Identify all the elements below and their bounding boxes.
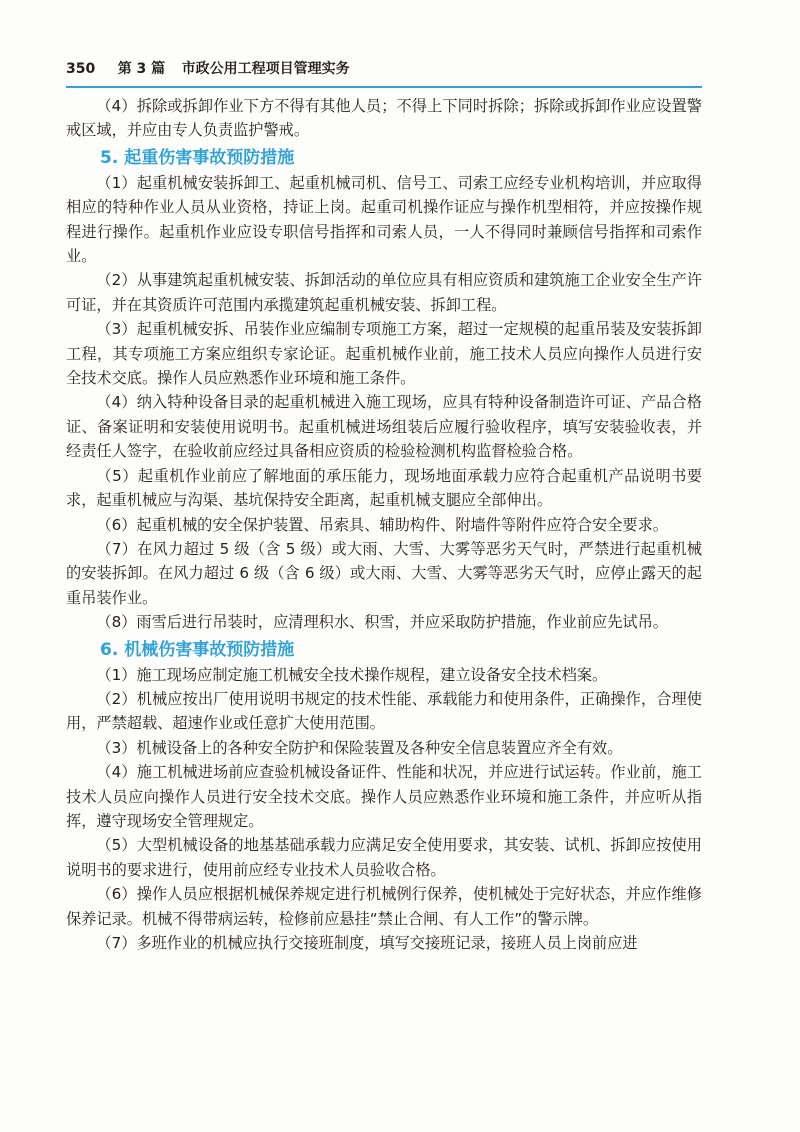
section-5-item-1: （1）起重机械安装拆卸工、起重机械司机、信号工、司索工应经专业机构培训，并应取得相应的特种作业人员从业资格，持证上岗。起重司机操作证应与操作机型相符，并应按操作规程进行操作。起重机作业应设专职信号指挥和司索人员，一人不得同时兼顾信号指挥和司索作业。: [66, 173, 702, 266]
running-header: [66, 56, 702, 88]
section-5-item-4: （4）纳入特种设备目录的起重机械进入施工现场，应具有特种设备制造许可证、产品合格证、备案证明和安装使用说明书。起重机械进场组装后应履行验收程序，填写安装验收表，并经责任人签字，在验收前应经过具备相应资质的检验检测机构监督检验合格。: [66, 393, 702, 461]
section-5-item-6: （6）起重机械的安全保护装置、吊索具、辅助构件、附墙件等附件应符合安全要求。: [96, 515, 668, 534]
section-6-heading: 6. 机械伤害事故预防措施: [100, 639, 295, 660]
section-6-item-4: （4）施工机械进场前应查验机械设备证件、性能和状况，并应进行试运转。作业前，施工技术人员应向操作人员进行安全技术交底。操作人员应熟悉作业环境和施工条件，并应听从指挥，遵守现场安全管理规定。: [66, 763, 702, 830]
section-6-item-5: （5）大型机械设备的地基基础承载力应满足安全使用要求，其安装、试机、拆卸应按使用说明书的要求进行，使用前应经专业技术人员验收合格。: [66, 836, 702, 879]
section-5-item-7: （7）在风力超过 5 级（含 5 级）或大雨、大雪、大雾等恶劣天气时，严禁进行起重机械的安装拆卸。在风力超过 6 级（含 6 级）或大雨、大雪、大雾等恶劣天气时，应停止露天的起重吊装作业。: [66, 539, 702, 607]
section-5-item-3: （3）起重机械安拆、吊装作业应编制专项施工方案，超过一定规模的起重吊装及安装拆卸工程，其专项施工方案应组织专家论证。起重机械作业前，施工技术人员应向操作人员进行安全技术交底。操作人员应熟悉作业环境和施工条件。: [66, 320, 702, 388]
section-6-item-3: （3）机械设备上的各种安全防护和保险装置及各种安全信息装置应齐全有效。: [96, 738, 623, 757]
section-6-item-7: （7）多班作业的机械应执行交接班制度，填写交接班记录，接班人员上岗前应进: [96, 934, 638, 952]
book-title: 市政公用工程项目管理实务: [181, 61, 350, 77]
section-5-heading: 5. 起重伤害事故预防措施: [100, 147, 295, 168]
section-5-item-5: （5）起重机作业前应了解地面的承压能力，现场地面承载力应符合起重机产品说明书要求，起重机械应与沟渠、基坑保持安全距离，起重机械支腿应全部伸出。: [66, 466, 702, 510]
page-body: [66, 94, 702, 955]
page-number: 350: [66, 61, 96, 77]
section-6-item-1: （1）施工现场应制定施工机械安全技术操作规程，建立设备安全技术档案。: [96, 665, 608, 684]
section-5-item-8: （8）雨雪后进行吊装时，应清理积水、积雪，并应采取防护措施，作业前应先试吊。: [96, 613, 668, 632]
section-5-item-2: （2）从事建筑起重机械安装、拆卸活动的单位应具有相应资质和建筑施工企业安全生产许可证，并在其资质许可范围内承揽建筑起重机械安装、拆卸工程。: [66, 271, 702, 314]
part-label: 第 3 篇: [117, 61, 166, 77]
section-6-item-2: （2）机械应按出厂使用说明书规定的技术性能、承载能力和使用条件，正确操作，合理使用，严禁超载、超速作业或任意扩大使用范围。: [66, 689, 702, 733]
section-6-item-6: （6）操作人员应根据机械保养规定进行机械例行保养，使机械处于完好状态，并应作维修保养记录。机械不得带病运转，检修前应悬挂“禁止合闸、有人工作”的警示牌。: [66, 885, 702, 928]
paragraph-prev-item-4: （4）拆除或拆卸作业下方不得有其他人员；不得上下同时拆除；拆除或拆卸作业应设置警戒区域，并应由专人负责监护警戒。: [66, 97, 702, 140]
